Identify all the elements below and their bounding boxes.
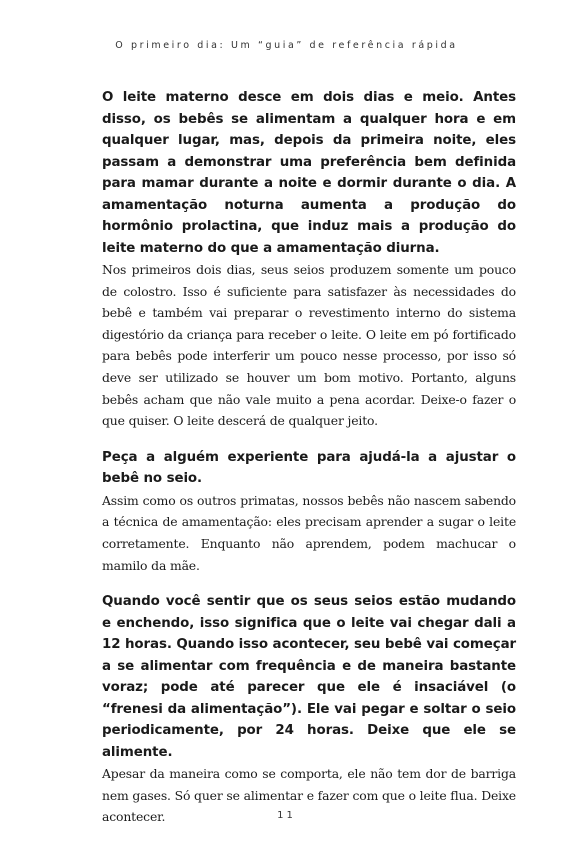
bold-paragraph: O leite materno desce em dois dias e meio. Antes disso, os bebês se alimentam a qualquer hora e em qualquer lugar, mas, depois da primeira noite, eles passam a demonstrar uma preferência bem definida para mamar durante a noite e dormir durante o dia. A amamentação noturna aumenta a produção do hormônio prolactina, que induz mais a produção do leite materno do que a amamentação diurna. xyxy=(102,90,516,256)
bold-paragraph: Quando você sentir que os seus seios estão mudando e enchendo, isso significa que o leite vai chegar dali a 12 horas. Quando isso acontecer, seu bebê vai começar a se alimentar com frequência e de maneira bastante voraz; pode até parecer que ele é insaciável (o “frenesi da alimentação”). Ele vai pegar e soltar o seio periodicamente, por 24 horas. Deixe que ele se alimente. xyxy=(102,594,517,760)
section-milk-arrival xyxy=(102,591,516,828)
page-number: 11 xyxy=(277,810,296,821)
running-header: O primeiro dia: Um “guia” de referência rápida xyxy=(115,40,458,51)
body-paragraph: Assim como os outros primatas, nossos bebês não nascem sabendo a técnica de amamentação: eles precisam aprender a sugar o leite corretamente. Enquanto não aprendem, podem machucar o mamilo da mãe. xyxy=(102,492,516,573)
section-colostrum xyxy=(102,87,516,432)
page-body xyxy=(102,87,516,828)
bold-paragraph: Peça a alguém experiente para ajudá-la a ajustar o bebê no seio. xyxy=(102,449,516,487)
section-latch xyxy=(102,447,516,576)
body-paragraph: Nos primeiros dois dias, seus seios produzem somente um pouco de colostro. Isso é suficiente para satisfazer às necessidades do bebê e também vai preparar o revestimento interno do sistema digestório da criança para receber o leite. O leite em pó fortificado para bebês pode interferir um pouco nesse processo, por isso só deve ser utilizado se houver um bom motivo. Portanto, alguns bebês acham que não vale muito a pena acordar. Deixe-o fazer o que quiser. O leite descerá de qualquer jeito. xyxy=(102,262,516,429)
body-paragraph: Apesar da maneira como se comporta, ele não tem dor de barriga nem gases. Só quer se alimentar e fazer com que o leite flua. Deixe acontecer. xyxy=(102,766,516,825)
